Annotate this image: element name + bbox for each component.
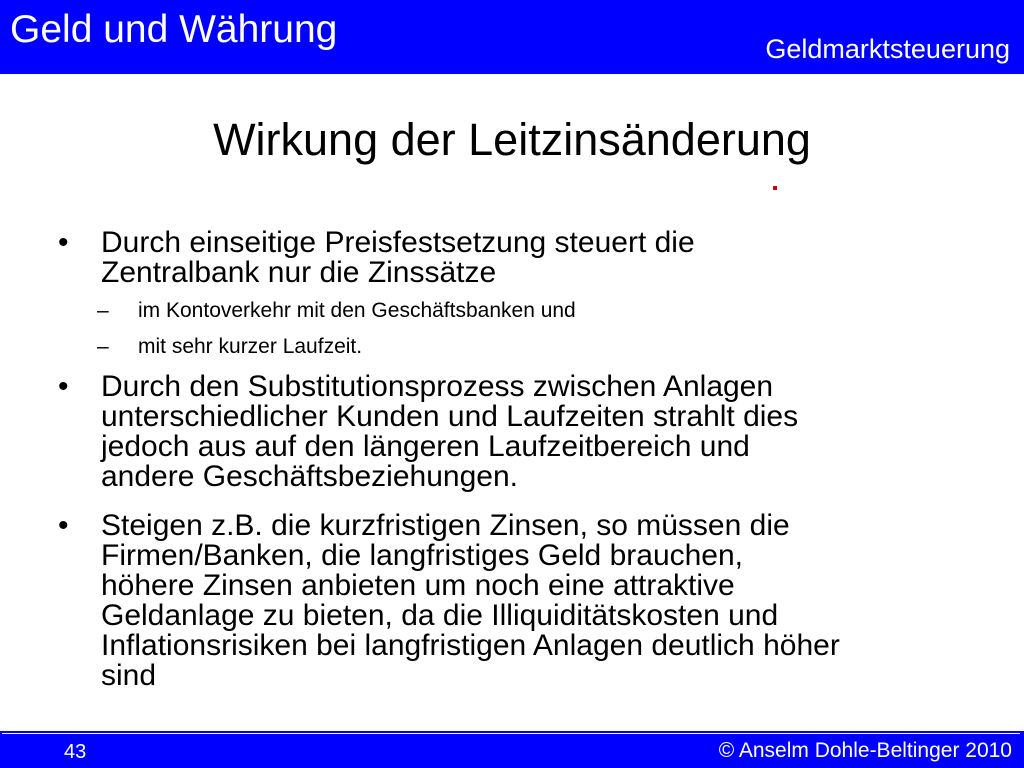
footer-divider (2, 733, 1020, 734)
bullet-line: jedoch aus auf den längeren Laufzeitbereich und (101, 430, 750, 463)
footer-bar (0, 731, 1024, 768)
page-number: 43 (64, 741, 87, 763)
bullet-line: unterschiedlicher Kunden und Laufzeiten strahlt dies (101, 400, 799, 433)
sub-text: mit sehr kurzer Laufzeit. (138, 335, 363, 358)
course-title: Geld und Währung (10, 8, 338, 51)
bullet-line: Geldanlage zu bieten, da die Illiquiditätskosten und (101, 599, 779, 632)
bullet-line: sind (101, 659, 157, 692)
bullet-line: Firmen/Banken, die langfristiges Geld brauchen, (101, 539, 744, 572)
sub-mark: – (97, 299, 109, 322)
header-bar (0, 0, 1024, 74)
bullet-line: Durch einseitige Preisfestsetzung steuert die (101, 226, 695, 259)
bullet-text (101, 228, 961, 288)
bullet-text (101, 511, 961, 691)
copyright-notice: © Anselm Dohle-Beltinger 2010 (718, 739, 1012, 762)
bullet-mark: • (58, 370, 69, 403)
accent-dot (773, 186, 777, 190)
bullet-line: Zentralbank nur die Zinssätze (101, 256, 497, 289)
bullet-line: Durch den Substitutionsprozess zwischen Anlagen (101, 370, 774, 403)
bullet-line: Inflationsrisiken bei langfristigen Anlagen deutlich höher (101, 629, 840, 662)
bullet-line: andere Geschäftsbeziehungen. (101, 460, 518, 493)
section-title: Geldmarktsteuerung (765, 34, 1010, 64)
bullet-mark: • (58, 509, 69, 542)
bullet-mark: • (58, 226, 69, 259)
bullet-line: höhere Zinsen anbieten um noch eine attraktive (101, 569, 735, 602)
sub-mark: – (97, 335, 109, 358)
bullet-text (101, 372, 961, 492)
slide-title: Wirkung der Leitzinsänderung (213, 114, 811, 165)
sub-text: im Kontoverkehr mit den Geschäftsbanken und (138, 299, 576, 322)
bullet-line: Steigen z.B. die kurzfristigen Zinsen, so müssen die (101, 509, 790, 542)
